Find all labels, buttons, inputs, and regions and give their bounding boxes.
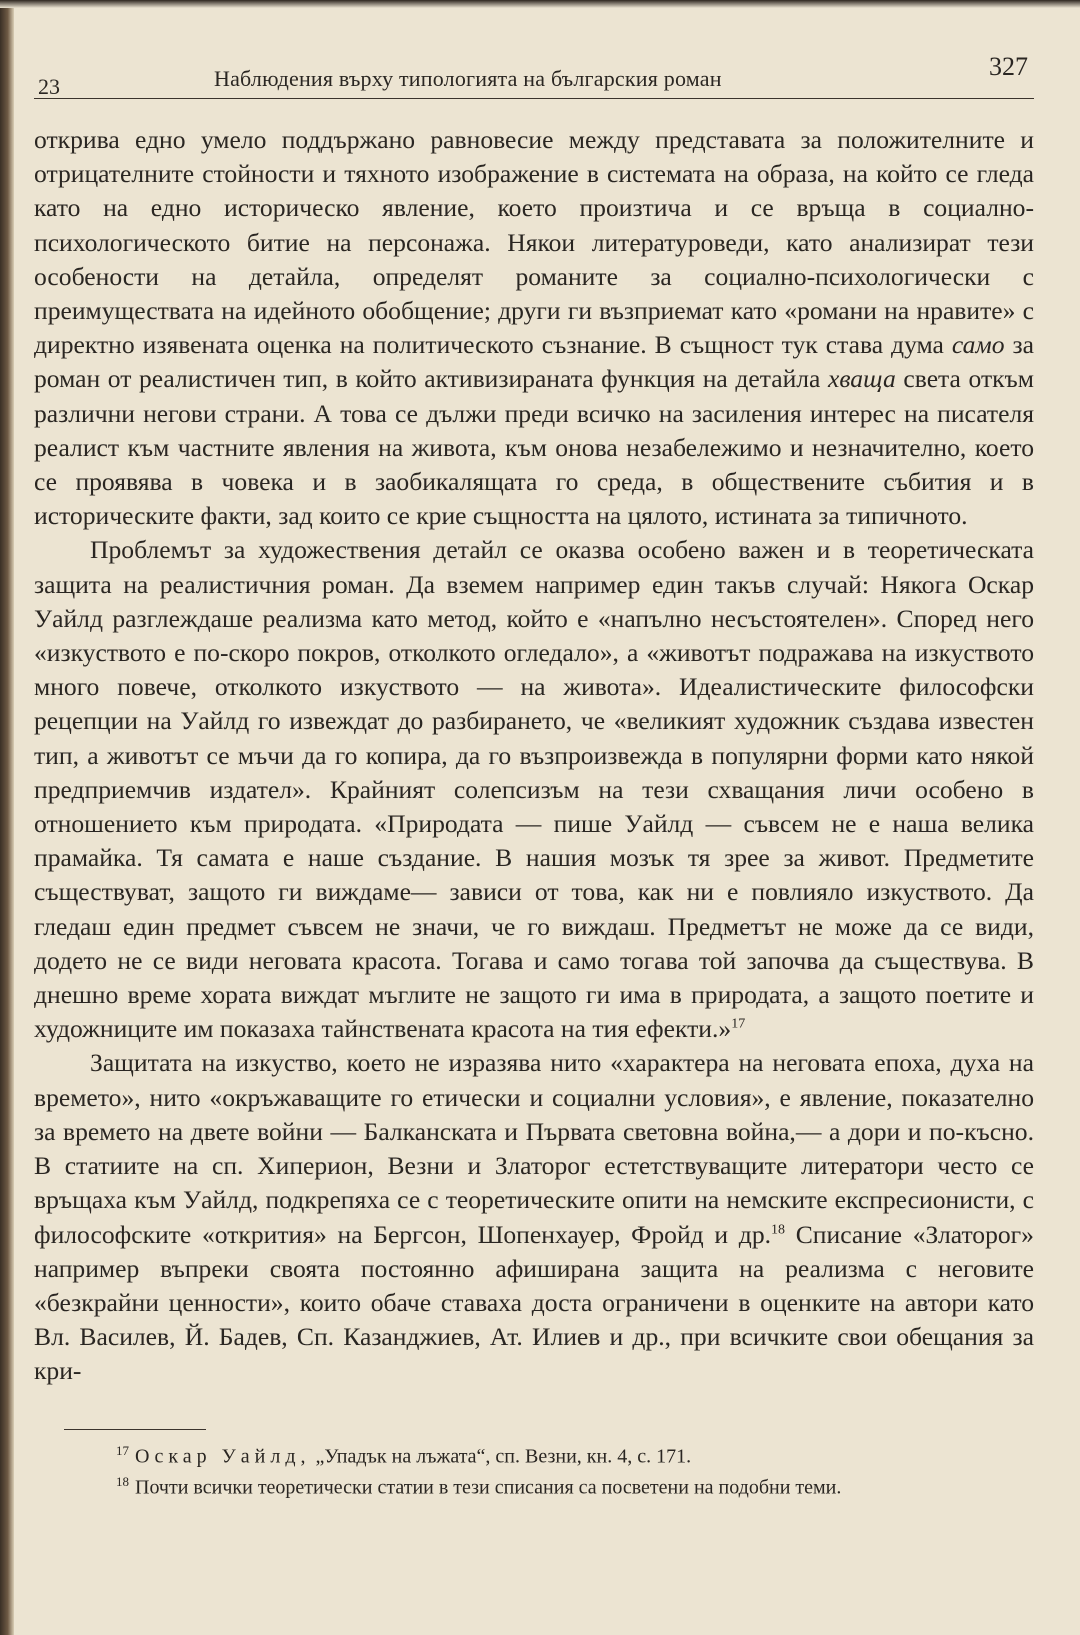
footnote-ref-18: 18 bbox=[771, 1221, 786, 1237]
running-title: Наблюдения върху типологията на българския роман bbox=[214, 66, 722, 91]
header-left-number: 23 bbox=[38, 74, 60, 99]
emphasis-samo: само bbox=[951, 330, 1005, 360]
footnotes bbox=[34, 1429, 1034, 1501]
paragraph-1 bbox=[34, 123, 1034, 533]
paragraph-1-part-b: за роман от реалистичен тип, в който активизираната функция на детайла bbox=[34, 330, 1034, 394]
paragraph-1-part-c: света откъм различни негови страни. А това се дължи преди всичко на засиления интерес на писателя реалист към частните явления на живота, към онова незабележимо и незначително, което се проявява в човека и в заобикалящата го среда, в обществените събития и в историческите факти, зад които се крие същността на цялото, истината за типичното. bbox=[34, 364, 1034, 531]
paragraph-1-part-a: открива едно умело поддържано равновесие между представата за положителните и отрицателните стойности и тяхното изображение в системата на образа, на който се гледа като на едно историческо явление, което произтича и се връща в социално-психологическото битие на персонажа. Някои литературоведи, като анализират тези особености на детайла, определят романите за социално-психологически с преимуществата на идейното обобщение; други ги възприемат като «романи на нравите» с директно изявената оценка на политическото съзнание. В същност тук става дума bbox=[34, 125, 1034, 360]
body-text bbox=[34, 123, 1034, 1389]
footnote-18-text: Почти всички теоретически статии в тези списания са посветени на подобни теми. bbox=[135, 1476, 842, 1499]
footnote-rule bbox=[64, 1429, 206, 1430]
page-top-edge bbox=[0, 0, 1080, 8]
footnote-17 bbox=[116, 1438, 1034, 1470]
paragraph-3-part-b: Списание «Златорог» например въпреки своята постоянно афиширана защита на реализма с неговите «безкрайни ценности», които обаче ставаха доста ограничени в оценките на автори като Вл. Василев, Й. Бадев, Сп. Казанджиев, Ат. Илиев и др., при всичките свои обещания за кри- bbox=[34, 1219, 1034, 1386]
book-spine-shadow bbox=[0, 0, 14, 1635]
emphasis-hvashta: хваща bbox=[827, 364, 896, 394]
footnote-18-number: 18 bbox=[116, 1474, 129, 1490]
paragraph-2 bbox=[34, 533, 1034, 1046]
paragraph-3-part-a: Защитата на изкуство, което не изразява нито «характера на неговата епоха, духа на времето», нито «окръжаващите го етически и социални условия», е явление, показателно за времето на двете войни — Балканската и Първата световна война,— а дори и по-късно. В статиите на сп. Хиперион, Везни и Златорог естетствуващите литератори често се връщаха към Уайлд, подкрепяха се с теоретическите опити на немските експресионисти, с философските «открития» на Бергсон, Шопенхауер, Фройд и др. bbox=[34, 1048, 1034, 1249]
footnote-17-number: 17 bbox=[116, 1442, 129, 1458]
footnote-18 bbox=[116, 1469, 1034, 1501]
running-header bbox=[34, 46, 1034, 99]
footnote-ref-17: 17 bbox=[731, 1016, 746, 1032]
page-number: 327 bbox=[989, 52, 1028, 81]
paragraph-2-text: Проблемът за художествения детайл се оказва особено важен и в теоретическата защита на реалистичния роман. Да вземем например един такъв случай: Някога Оскар Уайлд разглеждаше реализма като метод, който е «напълно несъстоятелен». Според него «изкуството е по-скоро покров, отколкото огледало», а «животът подражава на изкуството много повече, отколкото изкуството — на живота». Идеалистическите философски рецепции на Уайлд го извеждат до разбирането, че «великият художник създава известен тип, а животът се мъчи да го копира, да го възпроизвежда в популярни форми като някой предприемчив издател». Крайният солепсизъм на тези схващания личи особено в отношението към природата. «Природата — пише Уайлд — съвсем не е наша велика прамайка. Тя самата е наше създание. В нашия мозък тя зрее за живот. Предметите съществуват, защото ги виждаме— зависи от това, как ни е повлияло изкуството. Да гледаш един предмет съвсем не значи, че го виждаш. Предметът не може да се види, додето не се види неговата красота. Тогава и само тогава той започва да съществува. В днешно време хората виждат мъглите не защото ги има в природата, а защото поетите и художниците им показаха тайнствената красота на тия ефекти.» bbox=[34, 535, 1034, 1044]
book-page bbox=[34, 46, 1034, 1501]
footnote-17-author: Оскар Уайлд, bbox=[135, 1445, 311, 1468]
footnote-17-text: „Упадък на лъжата“, сп. Везни, кн. 4, с. 171. bbox=[310, 1445, 692, 1468]
paragraph-3 bbox=[34, 1046, 1034, 1388]
